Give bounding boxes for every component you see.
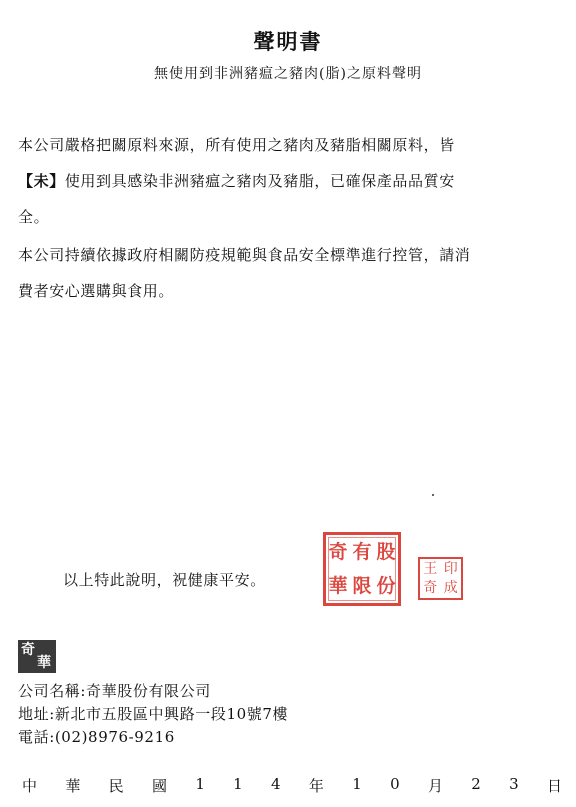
seal-char: 奇 [423, 580, 438, 597]
declaration-paragraph-2 [18, 237, 558, 309]
not-emphasis-mark: 【未】 [18, 172, 65, 190]
paragraph-2-line-2: 費者安心選購與食用。 [18, 282, 175, 300]
company-name: 公司名稱:奇華股份有限公司 [18, 682, 211, 700]
company-logo [18, 640, 56, 673]
date-char: 3 [509, 775, 519, 793]
paragraph-1-line-1: 本公司嚴格把關原料來源，所有使用之豬肉及豬脂相關原料，皆 [18, 136, 455, 154]
date-char: 民 [108, 777, 124, 795]
paragraph-1-line-2-text: 使用到具感染非洲豬瘟之豬肉及豬脂，已確保產品品質安 [64, 172, 455, 190]
date-char: 0 [390, 775, 400, 793]
seal-char: 華 [328, 574, 348, 597]
date-char: 2 [471, 775, 481, 793]
date-char: 1 [352, 775, 362, 793]
date-char: 國 [151, 777, 167, 795]
seal-char: 印 [443, 560, 458, 577]
document-subtitle: 無使用到非洲豬瘟之豬肉(脂)之原料聲明 [154, 66, 422, 82]
seal-char: 股 [376, 540, 396, 563]
logo-char-2: 華 [37, 655, 51, 671]
paragraph-1-line-3: 全。 [18, 208, 50, 226]
document-title: 聲明書 [253, 29, 323, 54]
date-char: 日 [546, 777, 562, 795]
company-info-block [18, 680, 288, 749]
seal-char: 限 [352, 574, 372, 597]
date-char: 華 [65, 777, 81, 795]
closing-statement: 以上特此說明，祝健康平安。 [63, 571, 266, 589]
paragraph-1-line-2 [18, 163, 558, 199]
seal-char: 王 [423, 560, 438, 577]
seal-char: 份 [376, 574, 396, 597]
company-address: 地址:新北市五股區中興路一段10號7樓 [18, 705, 289, 723]
seal-char: 有 [352, 540, 372, 563]
logo-char-1: 奇 [21, 642, 35, 658]
seal-char: 成 [443, 580, 458, 597]
company-seal-stamp [323, 532, 401, 606]
company-phone: 電話:(02)8976-9216 [18, 728, 175, 746]
date-char: 月 [427, 777, 443, 795]
date-char: 1 [233, 775, 243, 793]
date-char: 4 [271, 775, 281, 793]
date-char: 中 [22, 777, 38, 795]
declaration-paragraph-1 [18, 127, 558, 235]
representative-seal-stamp [418, 557, 463, 600]
date-char: 1 [195, 775, 205, 793]
stray-dot [432, 494, 434, 496]
date-char: 年 [308, 777, 324, 795]
paragraph-2-line-1: 本公司持續依據政府相關防疫規範與食品安全標準進行控管，請消 [18, 246, 471, 264]
seal-char: 奇 [328, 540, 348, 563]
declaration-date [22, 775, 562, 796]
